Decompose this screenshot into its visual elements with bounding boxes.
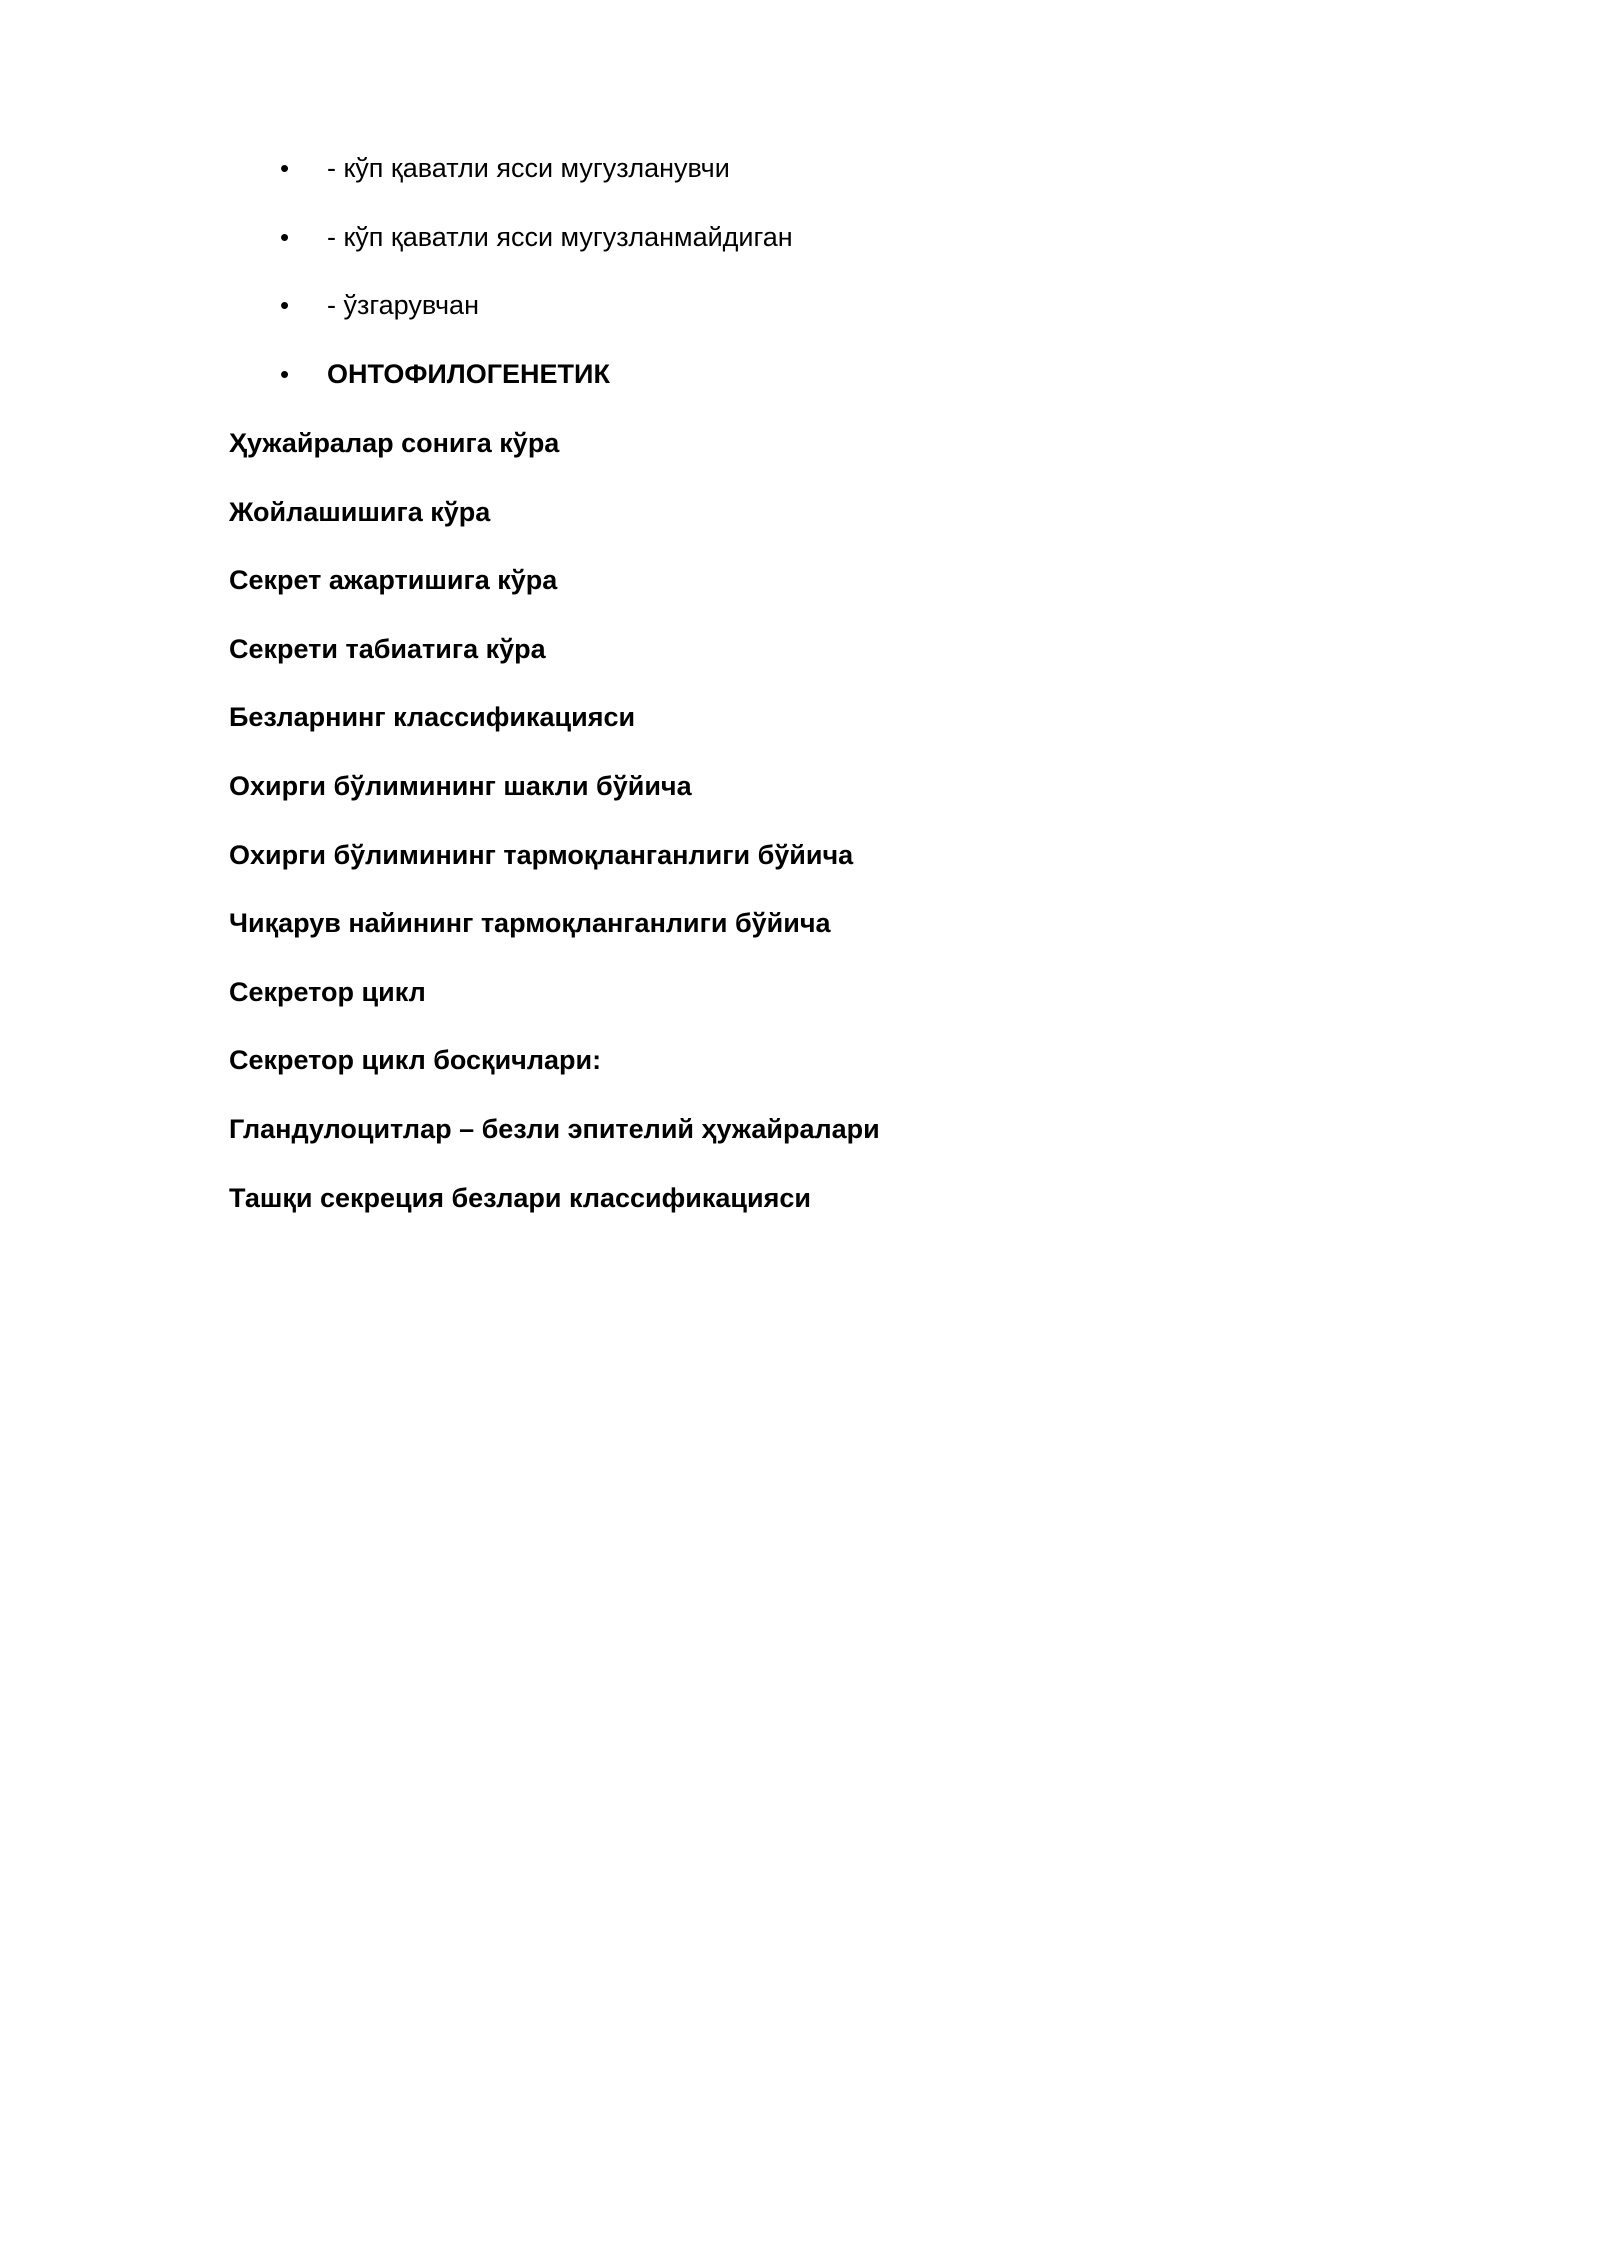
bullet-text: - ўзгарувчан <box>327 290 479 321</box>
heading-line: Ҳужайралар сонига кўра <box>229 428 560 458</box>
bullet-text: ОНТОФИЛОГЕНЕТИК <box>327 358 610 389</box>
heading-line: Охирги бўлимининг тармоқланганлиги бўйича <box>229 839 854 870</box>
heading-list <box>229 423 880 1246</box>
bullet-text: - кўп қаватли ясси мугузланмайдиган <box>327 221 793 252</box>
heading-line: Секретор цикл босқичлари: <box>229 1045 602 1076</box>
heading-line: Жойлашишига кўра <box>229 496 491 527</box>
heading-line: Секретор цикл <box>229 976 426 1007</box>
bullet-text: - кўп қаватли ясси мугузланувчи <box>327 153 730 183</box>
heading-line: Чиқарув найининг тармоқланганлиги бўйича <box>229 908 831 939</box>
heading-line: Гландулоцитлар – безли эпителий ҳужайралари <box>229 1113 880 1144</box>
heading-line: Секрети табиатига кўра <box>229 633 546 664</box>
bullet-icon: • <box>280 290 290 321</box>
bullet-icon: • <box>280 221 290 252</box>
heading-line: Секрет ажартишига кўра <box>229 565 558 596</box>
bullet-icon: • <box>280 358 290 389</box>
heading-line: Ташқи секреция безлари классификацияси <box>229 1182 811 1213</box>
bullet-icon: • <box>280 153 290 183</box>
heading-line: Безларнинг классификацияси <box>229 702 636 733</box>
heading-line: Охирги бўлимининг шакли бўйича <box>229 770 692 801</box>
